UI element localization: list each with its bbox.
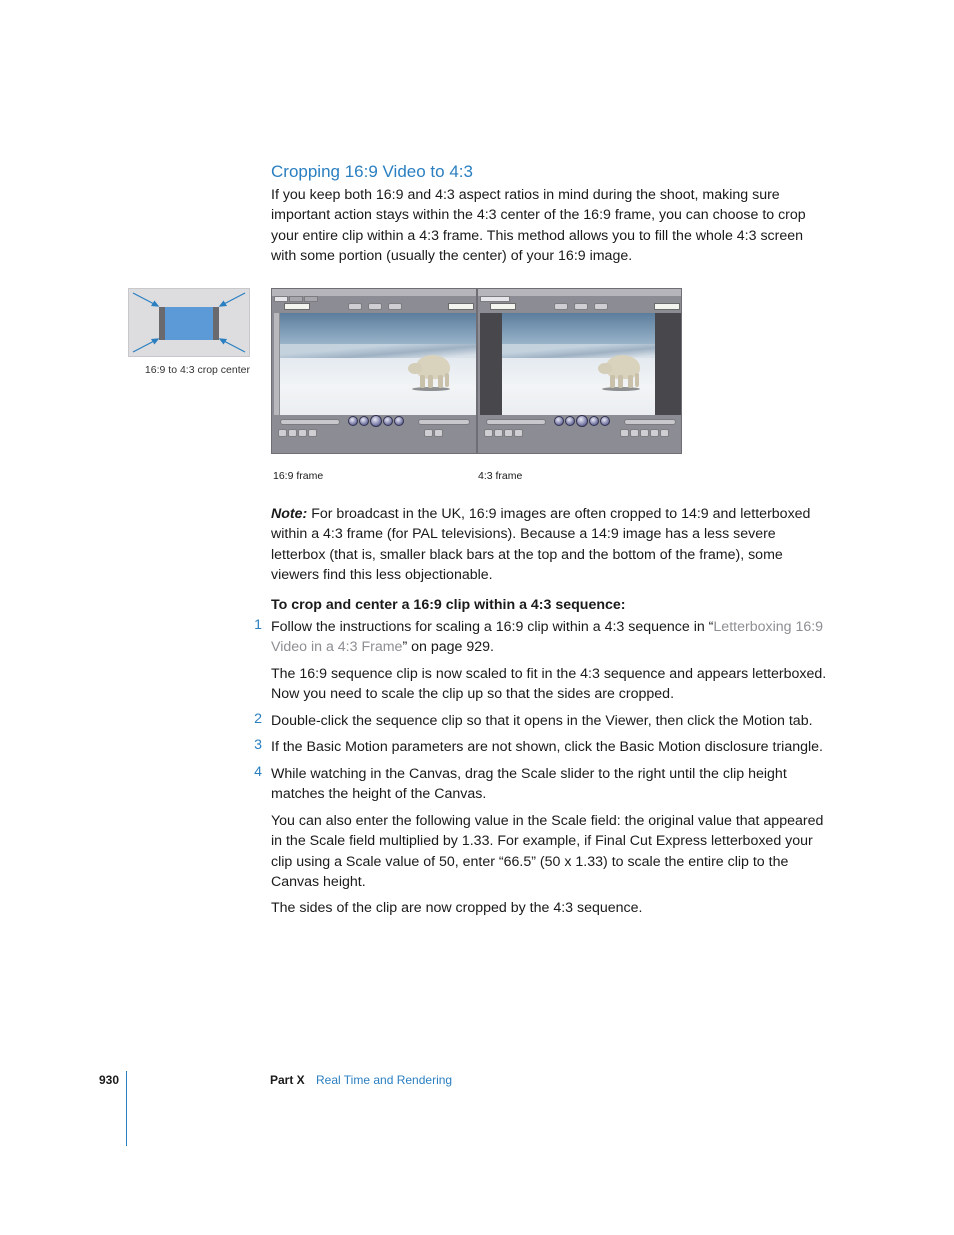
- crop-diagram: [128, 288, 250, 357]
- viewer-view-button: [368, 303, 382, 310]
- canvas-tab-sequence: [480, 296, 510, 302]
- step-number-1: 1: [254, 617, 262, 633]
- step-4-followup-1: You can also enter the following value in the Scale field: the original value that appeared in the Scale field multiplied by 1.33. For example, if Final Cut Express letterboxed your clip using a Scale value of 50, enter “66.5” (50 x 1.33) to scale the entire clip to the Canvas height.: [271, 813, 824, 890]
- play-icon: [370, 415, 382, 427]
- viewer-timecode-duration: [284, 303, 310, 310]
- frame-label-16x9: 16:9 frame: [273, 470, 324, 482]
- canvas-crop-bar-left: [480, 313, 502, 415]
- canvas-screenshot-4x3: [477, 288, 682, 454]
- step-number-4: 4: [254, 764, 262, 780]
- step-3-text: If the Basic Motion parameters are not shown, click the Basic Motion disclosure triangle.: [271, 739, 823, 755]
- viewer-screenshot-16x9: [271, 288, 477, 454]
- step-4-followup-2: The sides of the clip are now cropped by the 4:3 sequence.: [271, 900, 643, 916]
- crop-diagram-graphic: [129, 289, 249, 356]
- viewer-tool-strip: [274, 313, 279, 415]
- play-in-out-icon: [359, 416, 369, 426]
- viewer-jog-wheel: [418, 419, 470, 425]
- canvas-timecode-duration: [490, 303, 516, 310]
- polar-bear-image: [598, 353, 642, 393]
- canvas-crop-bar-right: [655, 313, 681, 415]
- canvas-title-bar: [478, 289, 681, 296]
- viewer-title-bar: [272, 289, 476, 296]
- play-icon: [576, 415, 588, 427]
- crop-side-bar-left: [159, 307, 165, 340]
- next-edit-icon: [600, 416, 610, 426]
- viewer-tab-filters: [289, 296, 303, 302]
- canvas-overlay-button: [594, 303, 608, 310]
- viewer-shuttle-slider: [280, 419, 340, 425]
- viewer-timecode-current: [448, 303, 474, 310]
- step-number-3: 3: [254, 737, 262, 753]
- canvas-tabs: [480, 296, 510, 302]
- task-heading: To crop and center a 16:9 clip within a 4:3 sequence:: [271, 597, 626, 613]
- canvas-timecode-current: [654, 303, 680, 310]
- canvas-video-frame: [502, 313, 655, 415]
- intro-paragraph: If you keep both 16:9 and 4:3 aspect ratios in mind during the shoot, making sure important action stays within the 4:3 center of the 16:9 frame, you can choose to crop your entire clip within a 4:3 frame. This method allows you to fill the whole 4:3 screen with some portion (usually the center) of your 16:9 image.: [271, 187, 806, 264]
- step-2-text: Double-click the sequence clip so that it opens in the Viewer, then click the Motion tab.: [271, 713, 813, 729]
- canvas-transport-controls: [554, 416, 610, 427]
- play-in-out-icon: [565, 416, 575, 426]
- footer-rule: [126, 1071, 127, 1146]
- page-number: 930: [99, 1073, 120, 1087]
- footer-part: Part X: [270, 1073, 305, 1087]
- canvas-view-button: [574, 303, 588, 310]
- prev-edit-icon: [348, 416, 358, 426]
- step-4-text: While watching in the Canvas, drag the Scale slider to the right until the clip height matches the height of the Canvas.: [271, 766, 787, 803]
- prev-edit-icon: [554, 416, 564, 426]
- viewer-tab-video: [274, 296, 288, 302]
- viewer-tabs: [274, 296, 318, 302]
- crop-center-frame: [165, 307, 213, 340]
- footer-title-link[interactable]: Real Time and Rendering: [316, 1073, 453, 1087]
- step-number-2: 2: [254, 711, 262, 727]
- section-heading: Cropping 16:9 Video to 4:3: [271, 162, 473, 181]
- viewer-transport-controls: [348, 416, 404, 427]
- canvas-bottom-buttons: [480, 429, 679, 437]
- viewer-bottom-buttons: [274, 429, 474, 437]
- play-around-icon: [383, 416, 393, 426]
- letterboxing-link[interactable]: Letterboxing 16:9 Video in a 4:3 Frame: [271, 619, 824, 656]
- viewer-video-frame: [280, 313, 476, 415]
- note-paragraph: [271, 504, 831, 585]
- viewer-zoom-button: [348, 303, 362, 310]
- crop-side-bar-right: [213, 307, 219, 340]
- canvas-jog-wheel: [624, 419, 676, 425]
- viewer-overlay-button: [388, 303, 402, 310]
- note-text: For broadcast in the UK, 16:9 images are often cropped to 14:9 and letterboxed within a 4:3 frame (for PAL televisions). Because a 14:9 image has a less severe letterbox (that is, smaller black bars at the top and the bottom of the frame), some viewers find this less objectionable.: [271, 506, 811, 583]
- play-around-icon: [589, 416, 599, 426]
- viewer-tab-motion: [304, 296, 318, 302]
- note-label: Note:: [271, 506, 308, 522]
- frame-label-4x3: 4:3 frame: [478, 470, 523, 482]
- next-edit-icon: [394, 416, 404, 426]
- step-1-followup: The 16:9 sequence clip is now scaled to fit in the 4:3 sequence and appears letterboxed. Now you need to scale the clip up so that the sides are cropped.: [271, 666, 827, 703]
- canvas-zoom-button: [554, 303, 568, 310]
- diagram-caption: 16:9 to 4:3 crop center: [144, 364, 250, 376]
- step-1-text: Follow the instructions for scaling a 16:9 clip within a 4:3 sequence in “Letterboxing 16:9 Video in a 4:3 Frame” on page 929.: [271, 619, 824, 656]
- canvas-shuttle-slider: [486, 419, 546, 425]
- polar-bear-image: [408, 353, 452, 393]
